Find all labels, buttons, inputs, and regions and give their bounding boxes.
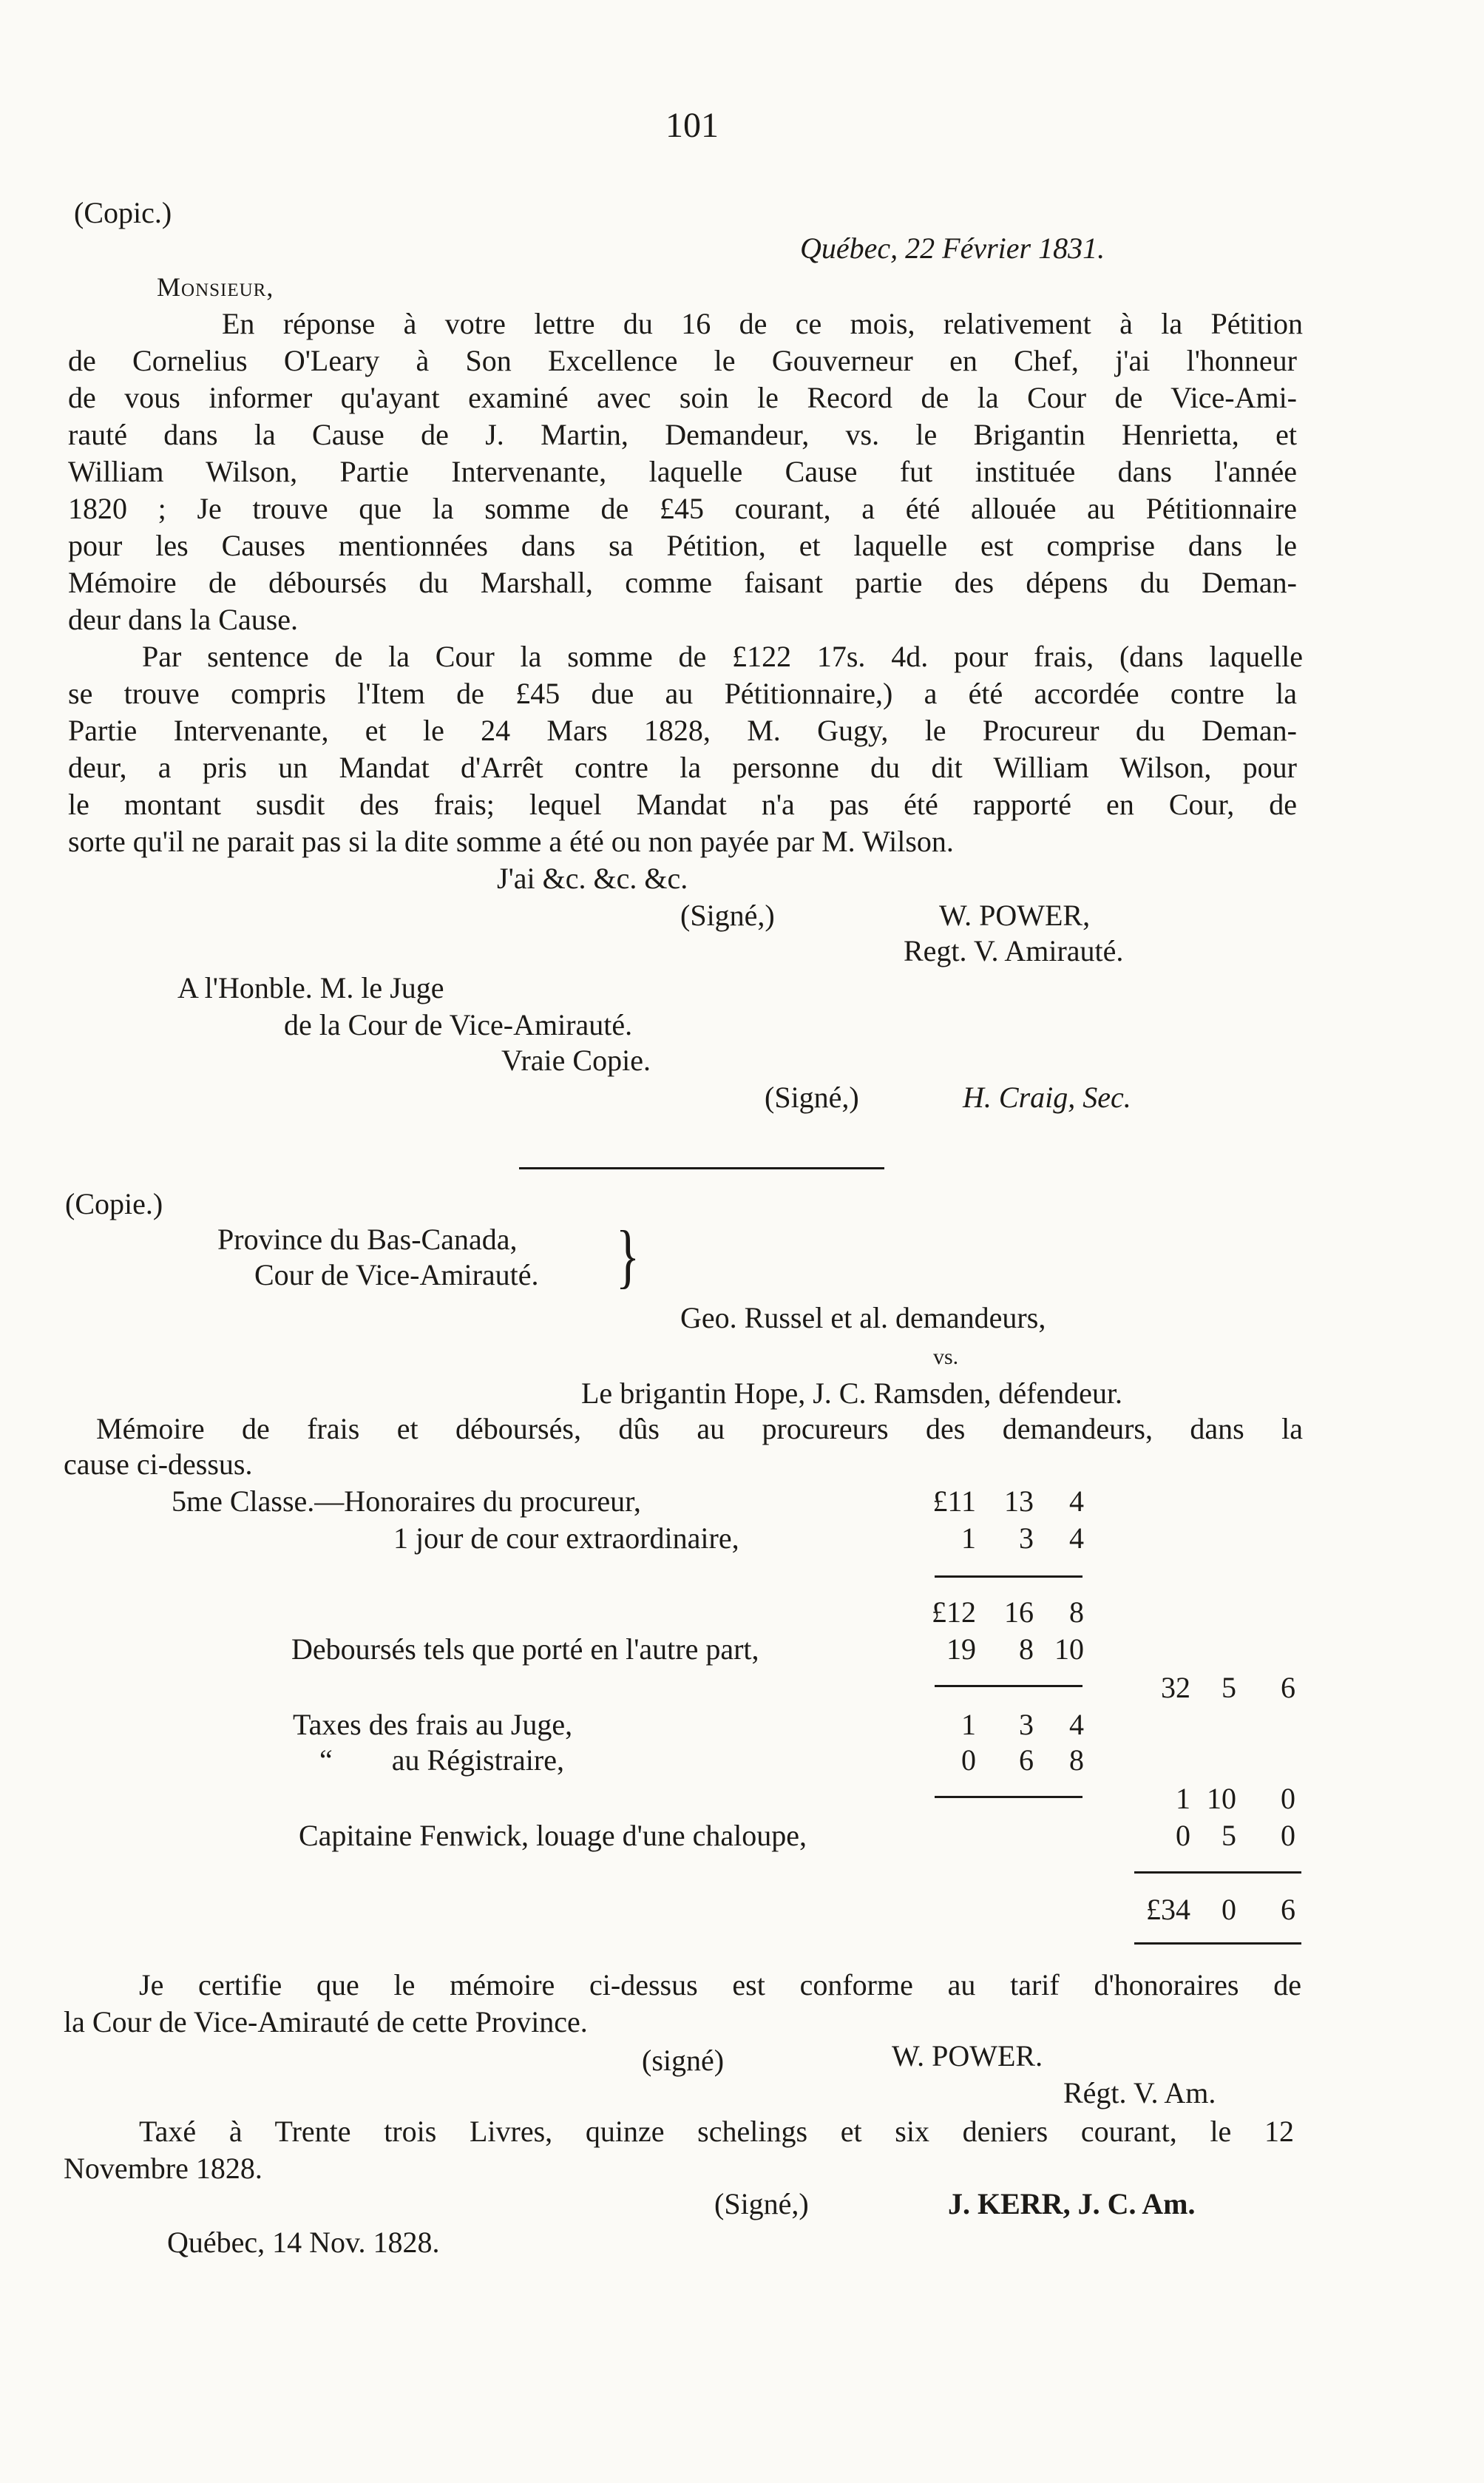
item-shillings: 3 [1019, 1521, 1034, 1555]
bill-certify-line-2: la Cour de Vice-Amirauté de cette Province. [64, 2005, 588, 2038]
subtotal-pounds: 1 [1176, 1782, 1190, 1815]
item-pounds: 1 [961, 1708, 976, 1741]
letter-salutation: Monsieur, [157, 272, 274, 302]
letter-signer-title: Regt. V. Amirauté. [904, 934, 1124, 967]
letter-true-copy: Vraie Copie. [501, 1044, 651, 1077]
item-pounds: 1 [961, 1521, 976, 1555]
subtotal-pence: 6 [1281, 1671, 1295, 1704]
item-pounds: 0 [1176, 1819, 1190, 1852]
paragraph-line: Partie Intervenante, et le 24 Mars 1828, M. Gugy, le Procureur du Deman- [68, 714, 1297, 747]
bill-copy-label: (Copie.) [65, 1187, 163, 1220]
item-pence: 4 [1069, 1708, 1084, 1741]
letter-signed-label-2: (Signé,) [765, 1081, 859, 1114]
subtotal-rule [935, 1685, 1082, 1687]
bill-heading-line-2: cause ci-dessus. [64, 1447, 253, 1481]
paragraph-line: se trouve compris l'Item de £45 due au Pétitionnaire,) a été accordée contre la [68, 677, 1297, 710]
subtotal-rule [935, 1575, 1082, 1578]
paragraph-line: deur, a pris un Mandat d'Arrêt contre la personne du dit William Wilson, pour [68, 751, 1297, 784]
letter-copy-label: (Copic.) [74, 196, 172, 229]
bill-versus: vs. [933, 1345, 959, 1369]
subtotal-pounds: 32 [1161, 1671, 1190, 1704]
item-shillings: 16 [1004, 1595, 1034, 1629]
bill-signed-label: (signé) [642, 2044, 725, 2077]
total-pence: 6 [1281, 1893, 1295, 1926]
bill-defendant: Le brigantin Hope, J. C. Ramsden, défendeur. [581, 1376, 1123, 1410]
item-label: Deboursés tels que porté en l'autre part, [291, 1632, 759, 1666]
item-pence: 4 [1069, 1521, 1084, 1555]
bill-province: Province du Bas-Canada, [217, 1223, 518, 1256]
section-divider [519, 1167, 884, 1169]
subtotal-rule [935, 1796, 1082, 1798]
item-shillings: 8 [1019, 1632, 1034, 1666]
letter-closing: J'ai &c. &c. &c. [497, 862, 688, 895]
item-shillings: 3 [1019, 1708, 1034, 1741]
letter-signed-label: (Signé,) [680, 899, 775, 932]
subtotal-shillings: 10 [1207, 1782, 1236, 1815]
letter-addressee-line-2: de la Cour de Vice-Amirauté. [284, 1008, 633, 1041]
item-pence: 10 [1054, 1632, 1084, 1666]
item-shillings: 13 [1004, 1484, 1034, 1518]
bill-taxed-line-1: Taxé à Trente trois Livres, quinze schelings et six deniers courant, le 12 [139, 2115, 1294, 2148]
paragraph-line: de vous informer qu'ayant examiné avec soin le Record de la Cour de Vice-Ami- [68, 381, 1297, 414]
bill-signed-label-2: (Signé,) [714, 2187, 809, 2220]
bill-court: Cour de Vice-Amirauté. [254, 1258, 539, 1291]
page-number: 101 [665, 106, 719, 145]
paragraph-line: 1820 ; Je trouve que la somme de £45 courant, a été allouée au Pétitionnaire [68, 492, 1297, 525]
item-pence: 0 [1281, 1819, 1295, 1852]
paragraph-line: le montant susdit des frais; lequel Mandat n'a pas été rapporté en Cour, de [68, 788, 1297, 821]
item-label: “ au Régistraire, [319, 1743, 564, 1777]
item-pence: 8 [1069, 1743, 1084, 1777]
paragraph-line: Mémoire de déboursés du Marshall, comme faisant partie des dépens du Deman- [68, 566, 1297, 599]
item-pounds: £12 [932, 1595, 976, 1629]
item-label: 5me Classe.—Honoraires du procureur, [172, 1484, 641, 1518]
item-label: 1 jour de cour extraordinaire, [393, 1521, 739, 1555]
bill-place-date: Québec, 14 Nov. 1828. [167, 2226, 440, 2259]
subtotal-pence: 0 [1281, 1782, 1295, 1815]
paragraph-line: William Wilson, Partie Intervenante, laquelle Cause fut instituée dans l'année [68, 455, 1297, 488]
paragraph-line: Par sentence de la Cour la somme de £122 17s. 4d. pour frais, (dans laquelle [142, 640, 1303, 673]
item-pounds: 0 [961, 1743, 976, 1777]
item-pence: 4 [1069, 1484, 1084, 1518]
paragraph-line: En réponse à votre lettre du 16 de ce mois, relativement à la Pétition [222, 307, 1303, 340]
bill-taxed-line-2: Novembre 1828. [64, 2152, 262, 2185]
paragraph-line: pour les Causes mentionnées dans sa Pétition, et laquelle est comprise dans le [68, 529, 1297, 562]
paragraph-last-line: sorte qu'il ne parait pas si la dite somme a été ou non payée par M. Wilson. [68, 825, 954, 858]
item-pence: 8 [1069, 1595, 1084, 1629]
bill-plaintiffs: Geo. Russel et al. demandeurs, [680, 1301, 1046, 1334]
bill-certify-line-1: Je certifie que le mémoire ci-dessus est conforme au tarif d'honoraires de [139, 1968, 1301, 2001]
bill-heading-line-1: Mémoire de frais et déboursés, dûs au procureurs des demandeurs, dans la [96, 1412, 1303, 1445]
item-pounds: £11 [932, 1484, 976, 1518]
bill-judge: J. KERR, J. C. Am. [948, 2187, 1196, 2220]
paragraph-line: de Cornelius O'Leary à Son Excellence le Gouverneur en Chef, j'ai l'honneur [68, 344, 1297, 377]
letter-secretary: H. Craig, Sec. [963, 1081, 1131, 1114]
paragraph-last-line: deur dans la Cause. [68, 603, 299, 636]
letter-dateline: Québec, 22 Février 1831. [800, 232, 1105, 265]
total-shillings: 0 [1222, 1893, 1236, 1926]
letter-signer-name: W. POWER, [939, 899, 1091, 932]
total-rule [1134, 1871, 1301, 1874]
item-pounds: 19 [946, 1632, 976, 1666]
letter-addressee-line-1: A l'Honble. M. le Juge [177, 971, 444, 1004]
total-pounds: £34 [1146, 1893, 1190, 1926]
total-rule [1134, 1942, 1301, 1945]
item-label: Capitaine Fenwick, louage d'une chaloupe, [299, 1819, 807, 1852]
item-shillings: 5 [1222, 1819, 1236, 1852]
bill-signer-title: Régt. V. Am. [1063, 2076, 1216, 2109]
subtotal-shillings: 5 [1222, 1671, 1236, 1704]
item-label: Taxes des frais au Juge, [293, 1708, 573, 1741]
bill-signer-name: W. POWER. [892, 2039, 1043, 2072]
bill-brace: } [615, 1216, 640, 1295]
item-shillings: 6 [1019, 1743, 1034, 1777]
paragraph-line: rauté dans la Cause de J. Martin, Demandeur, vs. le Brigantin Henrietta, et [68, 418, 1297, 451]
